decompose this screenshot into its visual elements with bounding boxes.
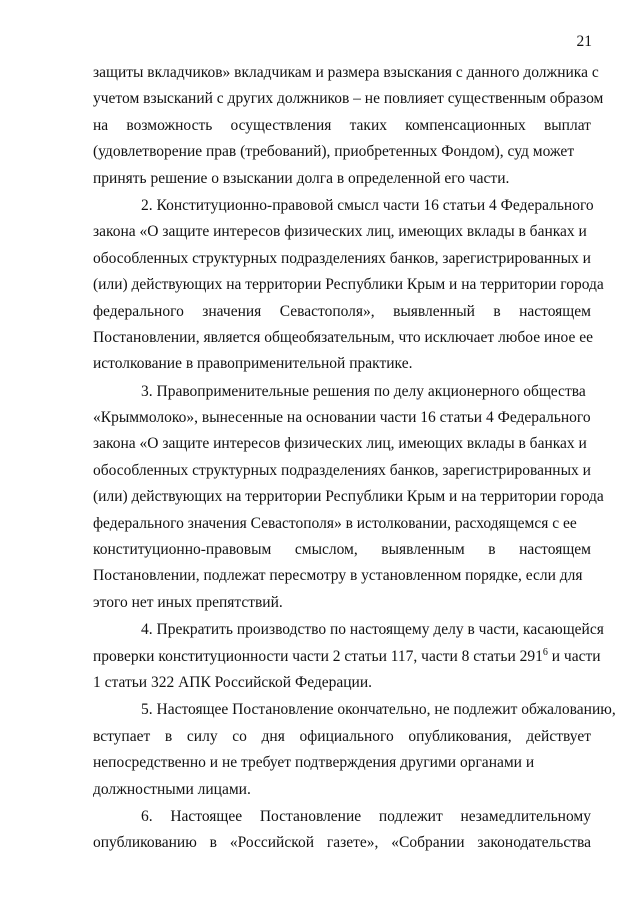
text-line: 2. Конституционно-правовой смысл части 16 статьи 4 Федерального bbox=[141, 196, 594, 214]
text-segment: и части bbox=[547, 647, 601, 665]
justified-line bbox=[93, 113, 591, 139]
text-line: закона «О защите интересов физических лиц, имеющих вклады в банках и bbox=[93, 223, 587, 241]
text-word: Постановление bbox=[259, 807, 362, 825]
text-word: федерального bbox=[93, 302, 184, 320]
text-line: (или) действующих на территории Республики Крым и на территории города bbox=[93, 488, 604, 506]
text-line: учетом взысканий с других должников – не повлияет существенным образом bbox=[93, 90, 604, 108]
text-word: незамедлительному bbox=[460, 807, 591, 825]
text-word: Настоящее bbox=[170, 807, 243, 825]
text-line: этого нет иных препятствий. bbox=[93, 593, 283, 611]
text-line: истолкование в правоприменительной практике. bbox=[93, 355, 413, 373]
text-word: в bbox=[164, 727, 173, 745]
paragraph bbox=[93, 804, 591, 857]
justified-line bbox=[93, 830, 591, 856]
paragraph bbox=[93, 193, 604, 378]
text-word: осуществления bbox=[230, 116, 332, 134]
justified-line bbox=[93, 804, 591, 830]
text-word: 6. bbox=[141, 807, 153, 825]
text-line: должностными лицами. bbox=[93, 780, 251, 798]
text-line: 1 статьи 322 АПК Российской Федерации. bbox=[93, 673, 373, 691]
page-number: 21 bbox=[576, 33, 592, 50]
text-line-with-superscript bbox=[93, 644, 601, 670]
text-word: выявленным bbox=[381, 541, 465, 559]
text-line: федерального значения Севастополя» в истолковании, расходящемся с ее bbox=[93, 514, 577, 532]
text-word: компенсационных bbox=[405, 116, 526, 134]
text-line: принять решение о взыскании долга в определенной его части. bbox=[93, 169, 510, 187]
text-line: 4. Прекратить производство по настоящему делу в части, касающейся bbox=[141, 621, 604, 639]
text-word: настоящем bbox=[519, 541, 591, 559]
text-word: выплат bbox=[543, 116, 591, 134]
text-word: таких bbox=[349, 116, 387, 134]
text-line: закона «О защите интересов физических лиц, имеющих вклады в банках и bbox=[93, 435, 587, 453]
text-word: настоящем bbox=[519, 302, 591, 320]
text-word: опубликованию bbox=[93, 834, 197, 852]
paragraph bbox=[93, 379, 604, 617]
text-word: «Российской bbox=[229, 834, 314, 852]
text-line: непосредственно и не требует подтверждения другими органами и bbox=[93, 754, 535, 772]
text-word: подлежит bbox=[378, 807, 443, 825]
paragraph bbox=[93, 697, 616, 803]
text-word: значения bbox=[202, 302, 262, 320]
text-line: (удовлетворение прав (требований), приобретенных Фондом), суд может bbox=[93, 143, 575, 161]
text-word: выявленный bbox=[393, 302, 475, 320]
text-word: «Собрании bbox=[391, 834, 465, 852]
text-line: обособленных структурных подразделениях банков, зарегистрированных и bbox=[93, 461, 591, 479]
text-line: защиты вкладчиков» вкладчикам и размера взыскания с данного должника с bbox=[93, 64, 599, 81]
justified-line bbox=[93, 299, 591, 325]
text-word: законодательства bbox=[477, 834, 591, 852]
text-word: со bbox=[232, 727, 247, 745]
text-word: действует bbox=[526, 727, 591, 745]
text-line: Постановлении, подлежат пересмотру в установленном порядке, если для bbox=[93, 567, 583, 585]
text-word: официального bbox=[299, 727, 394, 745]
text-segment: проверки конституционности части 2 статьи 117, части 8 статьи 291 bbox=[93, 647, 543, 665]
text-word: силу bbox=[186, 727, 218, 745]
text-line: 5. Настоящее Постановление окончательно, не подлежит обжалованию, bbox=[141, 701, 616, 719]
text-word: Севастополя», bbox=[279, 302, 375, 320]
text-line: Постановлении, является общеобязательным, что исключает любое иное ее bbox=[93, 328, 594, 346]
text-line: обособленных структурных подразделениях банков, зарегистрированных и bbox=[93, 249, 591, 267]
text-word: газете», bbox=[326, 834, 379, 852]
text-line: (или) действующих на территории Республики Крым и на территории города bbox=[93, 276, 604, 294]
text-line: 3. Правоприменительные решения по делу акционерного общества bbox=[141, 382, 586, 400]
text-word: в bbox=[488, 541, 496, 559]
paragraph bbox=[93, 617, 604, 696]
text-word: дня bbox=[261, 727, 285, 745]
text-word: возможность bbox=[126, 116, 213, 134]
text-word: в bbox=[493, 302, 501, 320]
text-word: в bbox=[209, 834, 217, 852]
paragraph bbox=[93, 60, 604, 192]
text-word: смыслом, bbox=[294, 541, 358, 559]
superscript-number: 6 bbox=[542, 646, 548, 658]
text-line: «Крыммолоко», вынесенные на основании части 16 статьи 4 Федерального bbox=[93, 409, 591, 427]
text-word: на bbox=[93, 116, 109, 134]
justified-line bbox=[93, 537, 591, 563]
text-word: вступает bbox=[93, 727, 151, 745]
justified-line bbox=[93, 724, 591, 750]
text-word: конституционно-правовым bbox=[93, 541, 272, 559]
text-word: опубликования, bbox=[408, 727, 512, 745]
document-body bbox=[93, 60, 616, 857]
